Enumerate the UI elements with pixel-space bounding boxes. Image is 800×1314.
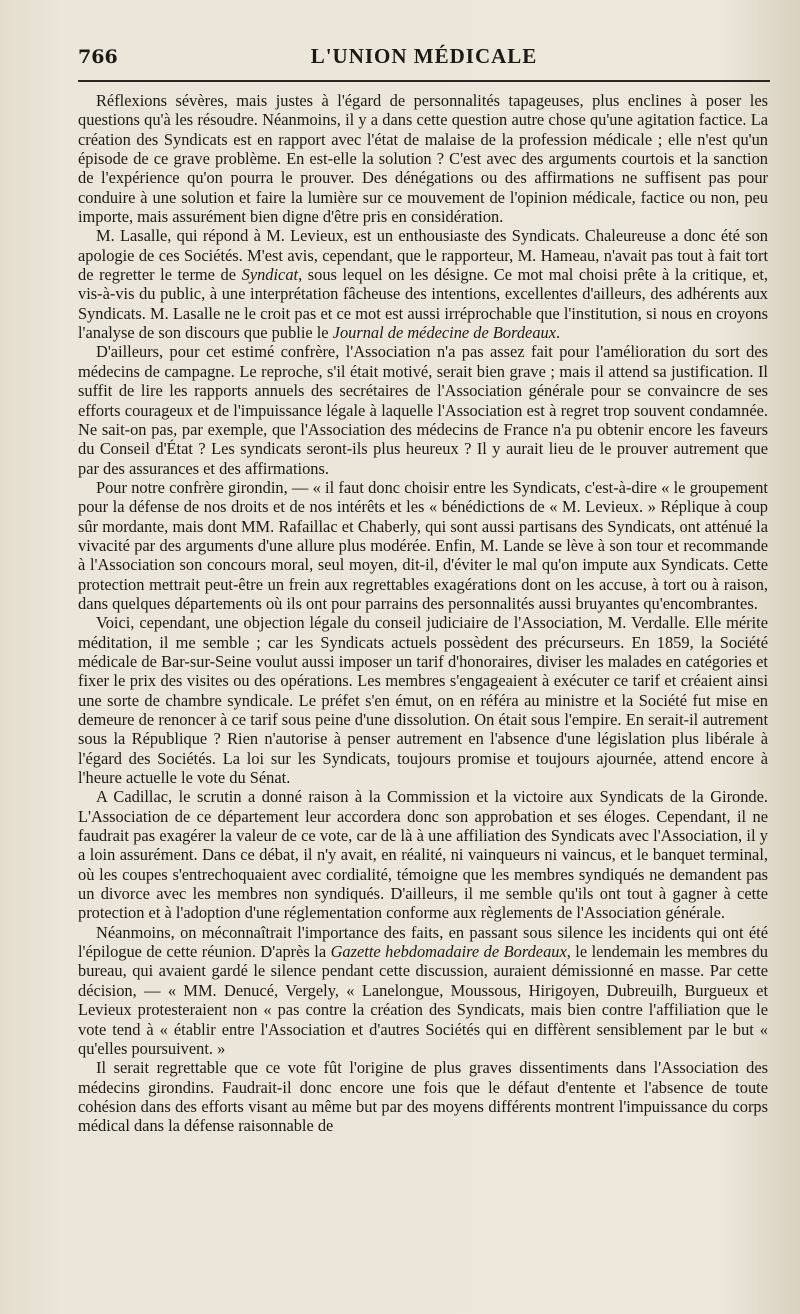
paragraph: A Cadillac, le scrutin a donné raison à la Commission et la victoire aux Syndicats de la Gironde. L'Association de ce département leur accordera donc son approbation et ses éloges. Cependant, il ne faudrait pas exagérer la valeur de ce vote, car de là à une affiliation des Syndicats avec l'Association, il y a loin assurément. Dans ce débat, il n'y avait, en réalité, ni vainqueurs ni vaincus, et le banquet terminal, où les coupes s'entrechoquaient avec cordialité, témoigne que les membres syndiqués ne demandent pas un divorce avec les membres non syndiqués. D'ailleurs, il me semble qu'ils ont tout à gagner à cette protection et à l'adoption d'une réglementation conforme aux règlements de l'Association générale. [78, 787, 768, 923]
paragraph: Il serait regrettable que ce vote fût l'origine de plus graves dissentiments dans l'Association des médecins girondins. Faudrait-il donc encore une fois que le défaut d'entente et l'absence de toute cohésion dans des efforts visant au même but par des moyens différents montrent l'impuissance du corps médical dans la défense raisonnable de [78, 1058, 768, 1136]
header-rule [78, 80, 770, 82]
paragraph-text: , le lendemain les membres du bureau, qui avaient gardé le silence pendant cette discussion, auraient démissionné en masse. Par cette décision, — « MM. Denucé, Vergely, « Lanelongue, Moussous, Hirigoyen, Dubreuilh, Burgueux et Levieux protesteraient non « pas contre la création des Syndicats, mais bien contre l'affiliation que le vote tend à « établir entre l'Association et d'autres Sociétés qui en diffèrent sensiblement par le but « qu'elles poursuivent. » [78, 942, 768, 1058]
paragraph: Réflexions sévères, mais justes à l'égard de personnalités tapageuses, plus enclines à poser les questions qu'à les résoudre. Néanmoins, il y a dans cette question autre chose qu'une agitation factice. La création des Syndicats est en rapport avec l'état de malaise de la profession médicale ; elle n'est qu'un épisode de ce grave problème. En est-elle la solution ? C'est avec des arguments courtois et la sanction de l'expérience qu'on pourra le prouver. Des dénégations ou des affirmations ne suffisent pas pour conduire à une solution et faire la lumière sur ce mouvement de l'opinion médicale, factice ou non, peu importe, mais assurément bien digne d'être pris en considération. [78, 91, 768, 227]
paragraph: D'ailleurs, pour cet estimé confrère, l'Association n'a pas assez fait pour l'amélioration du sort des médecins de campagne. Le reproche, s'il était motivé, serait bien grave ; mais il attend sa justification. Il suffit de lire les rapports annuels des secrétaires de l'Association générale pour se convaincre de ses efforts courageux et de l'impuissance légale à laquelle l'Association est à regret trop souvent condamnée. Ne sait-on pas, par exemple, que l'Association des médecins de France n'a pu obtenir encore les faveurs du Conseil d'État ? Les syndicats seront-ils plus heureux ? Il y aurait lieu de le prouver autrement que par des assurances et des affirmations. [78, 342, 768, 478]
paragraph [78, 923, 768, 1058]
article-body [78, 91, 768, 1136]
paragraph-text: . [556, 323, 561, 343]
running-title: L'UNION MÉDICALE [310, 44, 538, 68]
page-number: 766 [78, 46, 118, 68]
paragraph [78, 226, 768, 342]
paragraph: Voici, cependant, une objection légale du conseil judiciaire de l'Association, M. Verdalle. Elle mérite méditation, il me semble ; car les Syndicats actuels possèdent des précurseurs. En 1859, la Société médicale de Bar-sur-Seine voulut aussi imposer un tarif d'honoraires, diviser les malades en catégories et fixer le prix des visites ou des opérations. Les membres s'engageaient à exécuter ce tarif et créaient ainsi une sorte de chambre syndicale. Le préfet s'en émut, on en référa au ministre et la Société fut mise en demeure de renoncer à ce tarif sous peine d'une dissolution. On était sous l'empire. En serait-il autrement sous la République ? Rien n'autorise à penser autrement en l'absence d'une législation plus libérale à l'égard des Sociétés. La loi sur les Syndicats, toujours promise et toujours ajournée, attend encore à l'heure actuelle le vote du Sénat. [78, 613, 768, 788]
page-header [78, 42, 770, 74]
paragraph: Pour notre confrère girondin, — « il faut donc choisir entre les Syndicats, c'est-à-dire « le groupement pour la défense de nos droits et de nos intérêts et les « bénédictions de « M. Levieux. » Réplique à coup sûr mordante, mais dont MM. Rafaillac et Chaberly, qui sont aussi partisans des Syndicats, ont atténué la vivacité par des arguments d'une allure plus modérée. Enfin, M. Lande se lève à son tour et recommande à l'Association son concours moral, seul moyen, dit-il, d'éviter le mal qu'on impute aux Syndicats. Cette protection mettrait peut-être un frein aux regrettables exagérations dont on les accuse, à tort ou à raison, dans quelques départements où ils ont pour parrains des personnalités aussi bruyantes qu'encombrantes. [78, 477, 768, 613]
paragraph-text: M. Lasalle, qui répond à M. Levieux, est un enthousiaste des Syndicats. Chaleureuse a donc été son apologie de ces Sociétés. M'est avis, cependant, que le rapporteur, M. Hameau, n'avait pas tout à fait tort de regretter le terme de [78, 226, 768, 285]
paragraph-text: Néanmoins, on méconnaîtrait l'importance des faits, en passant sous silence les incidents qui ont été l'épilogue de cette réunion. D'après la [78, 922, 768, 962]
italic-term: Syndicat [241, 265, 299, 285]
paragraph-text: , sous lequel on les désigne. Ce mot mal choisi prête à la critique, et, vis-à-vis du public, à une interprétation fâcheuse des intentions, excellentes d'ailleurs, des adhérents aux Syndicats. M. Lasalle ne le croit pas et ce mot est aussi irréprochable que l'institution, si nous en croyons l'analyse de son discours que publie le [78, 265, 768, 343]
journal-title: Journal de médecine de Bordeaux [332, 323, 556, 343]
journal-title: Gazette hebdomadaire de Bordeaux [330, 942, 567, 962]
